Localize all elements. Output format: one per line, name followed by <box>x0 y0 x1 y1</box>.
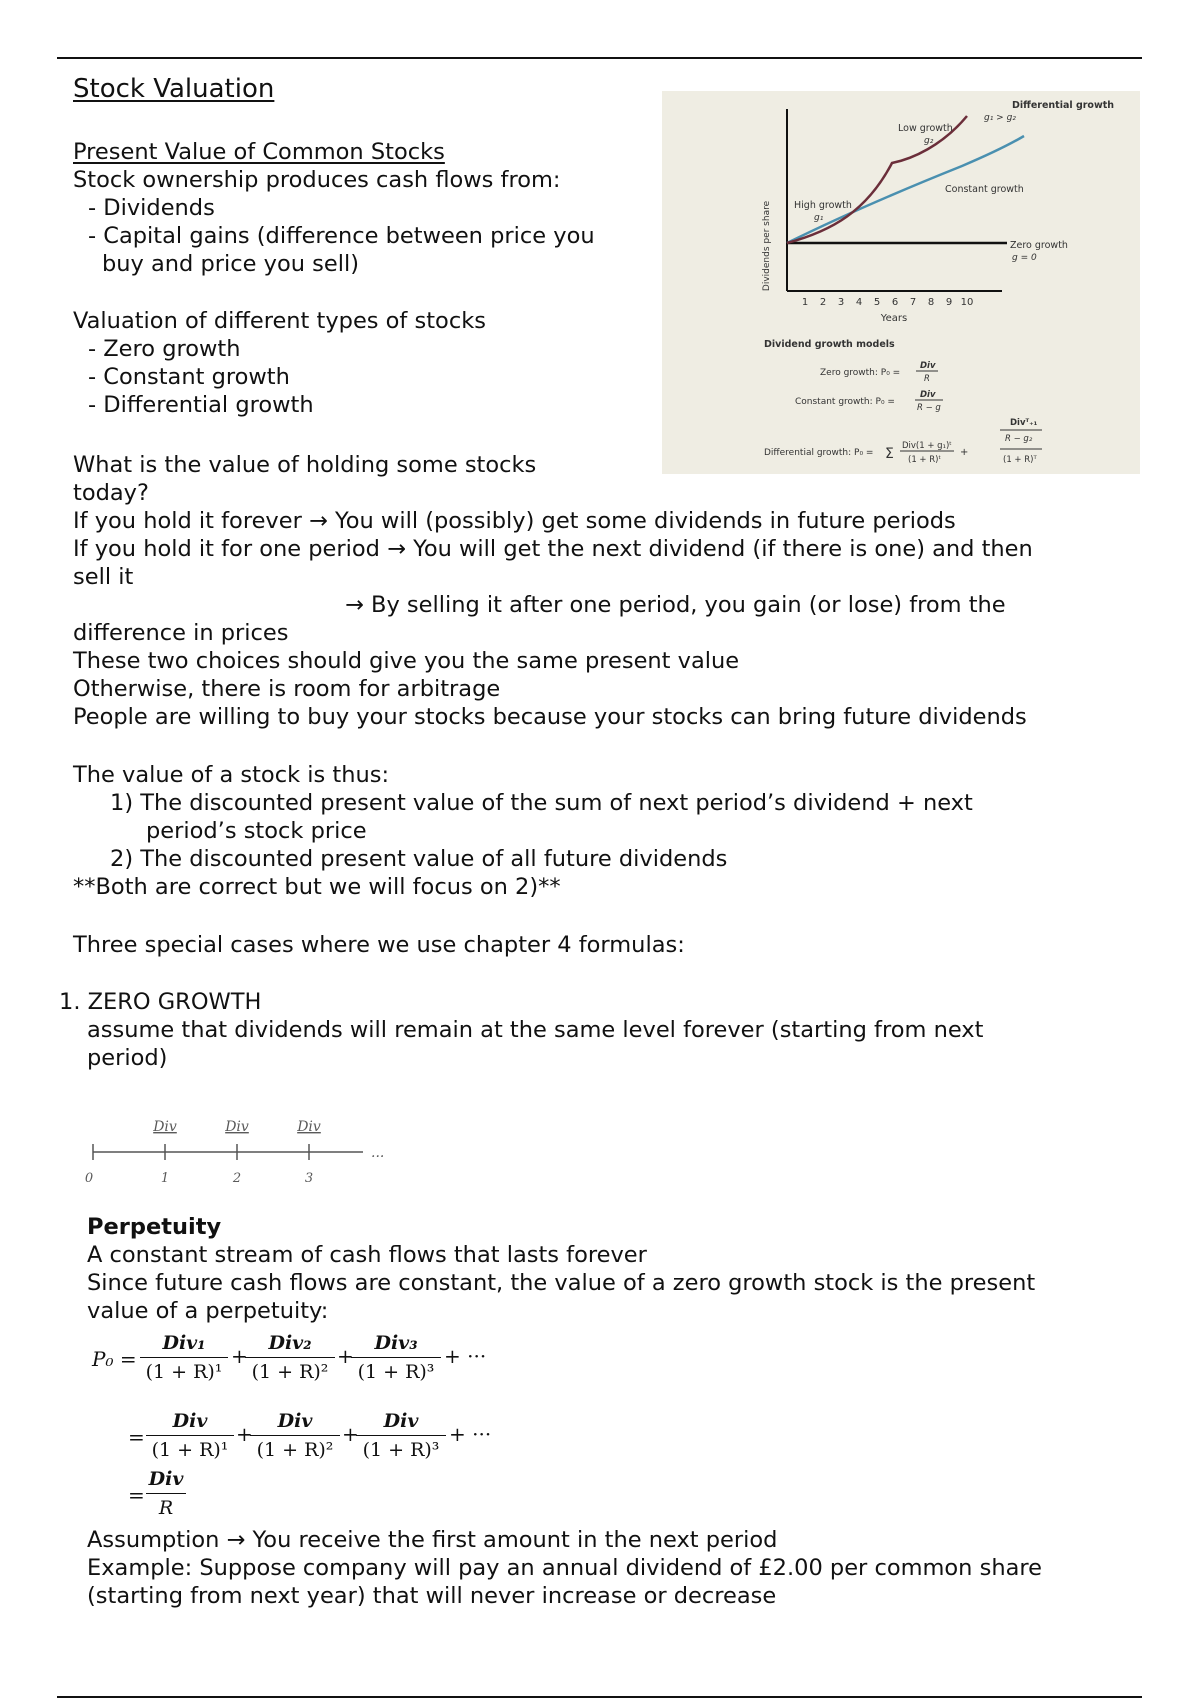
high-growth-label: High growth <box>794 200 852 211</box>
hold-one-text: If you hold it for one period → You will get the next dividend (if there is one) and then <box>73 536 1033 562</box>
fraction-denominator: (1 + R)¹ <box>145 1361 223 1383</box>
three-cases-text: Three special cases where we use chapter 4 formulas: <box>73 932 685 958</box>
zero-growth-sub: g = 0 <box>1012 253 1037 263</box>
low-growth-label: Low growth <box>898 123 953 134</box>
cash-flow-item: - Capital gains (difference between price you <box>88 223 595 249</box>
constant-model-formula: Constant growth: P₀ = <box>795 397 895 407</box>
selling-text: → By selling it after one period, you gain (or lose) from the <box>345 592 1006 618</box>
sum-sign: Σ <box>885 446 894 462</box>
zero-model-formula: Zero growth: P₀ = <box>820 368 901 378</box>
timeline-period: 3 <box>304 1171 314 1186</box>
valuation-heading: Valuation of different types of stocks <box>73 308 486 334</box>
assumption-text: Assumption → You receive the first amount in the next period <box>87 1527 778 1553</box>
fraction-denominator: (1 + R)² <box>256 1439 334 1461</box>
x-tick-label: 6 <box>891 297 899 308</box>
differential-model-formula: Differential growth: P₀ = <box>764 448 874 458</box>
continuation-sign: + ··· <box>444 1344 487 1368</box>
x-ticks <box>802 297 974 308</box>
bottom-rule <box>57 1696 1142 1698</box>
cash-flow-timeline <box>85 1110 405 1190</box>
fraction <box>250 1410 340 1461</box>
x-tick-label: 7 <box>909 297 917 308</box>
fraction <box>245 1332 335 1383</box>
valuation-type: - Constant growth <box>88 364 290 390</box>
valuation-type: - Zero growth <box>88 336 241 362</box>
fraction-numerator: Div <box>250 1410 340 1436</box>
valuation-type: - Differential growth <box>88 392 314 418</box>
timeline-period: 0 <box>85 1171 94 1186</box>
equals-sign: = <box>128 1483 145 1507</box>
plus-sign: + <box>236 1422 253 1446</box>
zero-growth-label: Zero growth <box>1010 240 1068 251</box>
differential-label: Differential growth <box>1012 100 1115 111</box>
differential-growth-curve <box>787 116 967 243</box>
x-tick-label: 2 <box>819 297 827 308</box>
value-is-text: The value of a stock is thus: <box>73 762 390 788</box>
plus-sign: + <box>231 1344 248 1368</box>
fraction-denominator: R <box>158 1497 174 1519</box>
fraction-denominator: (1 + R)¹ <box>151 1439 229 1461</box>
model-num: Div(1 + g₁)ᵗ <box>902 441 952 451</box>
hold-one-text-cont: sell it <box>73 564 134 590</box>
willing-text: People are willing to buy your stocks because your stocks can bring future dividends <box>73 704 1027 730</box>
cash-flow-item-cont: buy and price you sell) <box>102 251 359 277</box>
timeline-div-label: Div <box>225 1119 249 1135</box>
arbitrage-text: Otherwise, there is room for arbitrage <box>73 676 501 702</box>
case-1-desc: assume that dividends will remain at the same level forever (starting from next <box>87 1017 984 1043</box>
model-num: Divᵀ₊₁ <box>1010 418 1038 428</box>
x-tick-label: 8 <box>927 297 935 308</box>
model-num: Div <box>920 361 936 371</box>
value-item-1: 1) The discounted present value of the sum of next period’s dividend + next <box>110 790 973 816</box>
fraction <box>146 1410 234 1461</box>
fraction-numerator: Div <box>356 1410 446 1436</box>
fraction <box>140 1332 228 1383</box>
fraction-numerator: Div <box>146 1468 186 1494</box>
perpetuity-definition: A constant stream of cash flows that lasts forever <box>87 1242 647 1268</box>
dividend-growth-figure <box>662 91 1140 474</box>
example-text: Example: Suppose company will pay an annual dividend of £2.00 per common share <box>87 1555 1042 1581</box>
high-growth-sub: g₁ <box>814 213 824 223</box>
plus-sign: + <box>337 1344 354 1368</box>
fraction-numerator: Div <box>146 1410 234 1436</box>
model-den: R <box>924 374 930 384</box>
fraction-numerator: Div₁ <box>140 1332 228 1358</box>
fraction-denominator: (1 + R)³ <box>362 1439 440 1461</box>
timeline-ellipsis: ... <box>371 1145 385 1161</box>
perpetuity-since: Since future cash flows are constant, the value of a zero growth stock is the present <box>87 1270 1036 1296</box>
timeline-period: 1 <box>160 1171 170 1186</box>
same-pv-text: These two choices should give you the same present value <box>73 648 740 674</box>
p0-symbol: P₀ = <box>92 1347 137 1371</box>
plus-sign: + <box>960 447 969 458</box>
models-heading: Dividend growth models <box>764 339 895 350</box>
timeline-div-label: Div <box>153 1119 177 1135</box>
question-text: What is the value of holding some stocks <box>73 452 537 478</box>
equals-sign: = <box>128 1425 145 1449</box>
timeline-div-label: Div <box>297 1119 321 1135</box>
both-correct-note: **Both are correct but we will focus on 2)** <box>73 874 561 900</box>
low-growth-sub: g₂ <box>924 136 934 146</box>
perpetuity-since-cont: value of a perpetuity: <box>87 1298 329 1324</box>
plus-sign: + <box>342 1422 359 1446</box>
top-rule <box>57 57 1142 59</box>
x-axis-label: Years <box>880 313 908 324</box>
model-den: (1 + R)ᵀ <box>1003 455 1037 465</box>
example-text-cont: (starting from next year) that will never increase or decrease <box>87 1583 777 1609</box>
section-heading: Present Value of Common Stocks <box>73 139 445 165</box>
perpetuity-title: Perpetuity <box>87 1214 222 1240</box>
continuation-sign: + ··· <box>449 1422 492 1446</box>
model-den: (1 + R)ᵗ <box>908 455 941 465</box>
fraction <box>356 1410 446 1461</box>
fraction-numerator: Div₂ <box>245 1332 335 1358</box>
selling-text-cont: difference in prices <box>73 620 289 646</box>
case-1-title: 1. ZERO GROWTH <box>59 989 262 1015</box>
x-tick-label: 3 <box>837 297 845 308</box>
case-1-desc-cont: period) <box>87 1045 168 1071</box>
fraction-denominator: (1 + R)² <box>251 1361 329 1383</box>
differential-cond-label: g₁ > g₂ <box>984 113 1016 123</box>
dividend-growth-chart <box>662 91 1140 474</box>
x-tick-label: 5 <box>873 297 881 308</box>
question-text-cont: today? <box>73 480 149 506</box>
value-item-2: 2) The discounted present value of all future dividends <box>110 846 728 872</box>
cash-flow-item: - Dividends <box>88 195 215 221</box>
constant-growth-label: Constant growth <box>945 184 1024 195</box>
fraction <box>146 1468 186 1519</box>
page-title: Stock Valuation <box>73 74 275 104</box>
model-num: R − g₂ <box>1005 434 1033 444</box>
model-den: R − g <box>917 403 941 413</box>
fraction <box>351 1332 441 1383</box>
value-item-1-cont: period’s stock price <box>146 818 367 844</box>
x-tick-label: 4 <box>855 297 863 308</box>
y-axis-label: Dividends per share <box>762 200 772 292</box>
x-tick-label: 9 <box>945 297 953 308</box>
x-tick-label: 1 <box>801 297 809 308</box>
fraction-numerator: Div₃ <box>351 1332 441 1358</box>
x-tick-label: 10 <box>960 297 974 308</box>
intro-text: Stock ownership produces cash flows from: <box>73 167 561 193</box>
timeline-period: 2 <box>232 1171 242 1186</box>
fraction-denominator: (1 + R)³ <box>357 1361 435 1383</box>
model-num: Div <box>920 390 936 400</box>
hold-forever-text: If you hold it forever → You will (possibly) get some dividends in future periods <box>73 508 956 534</box>
